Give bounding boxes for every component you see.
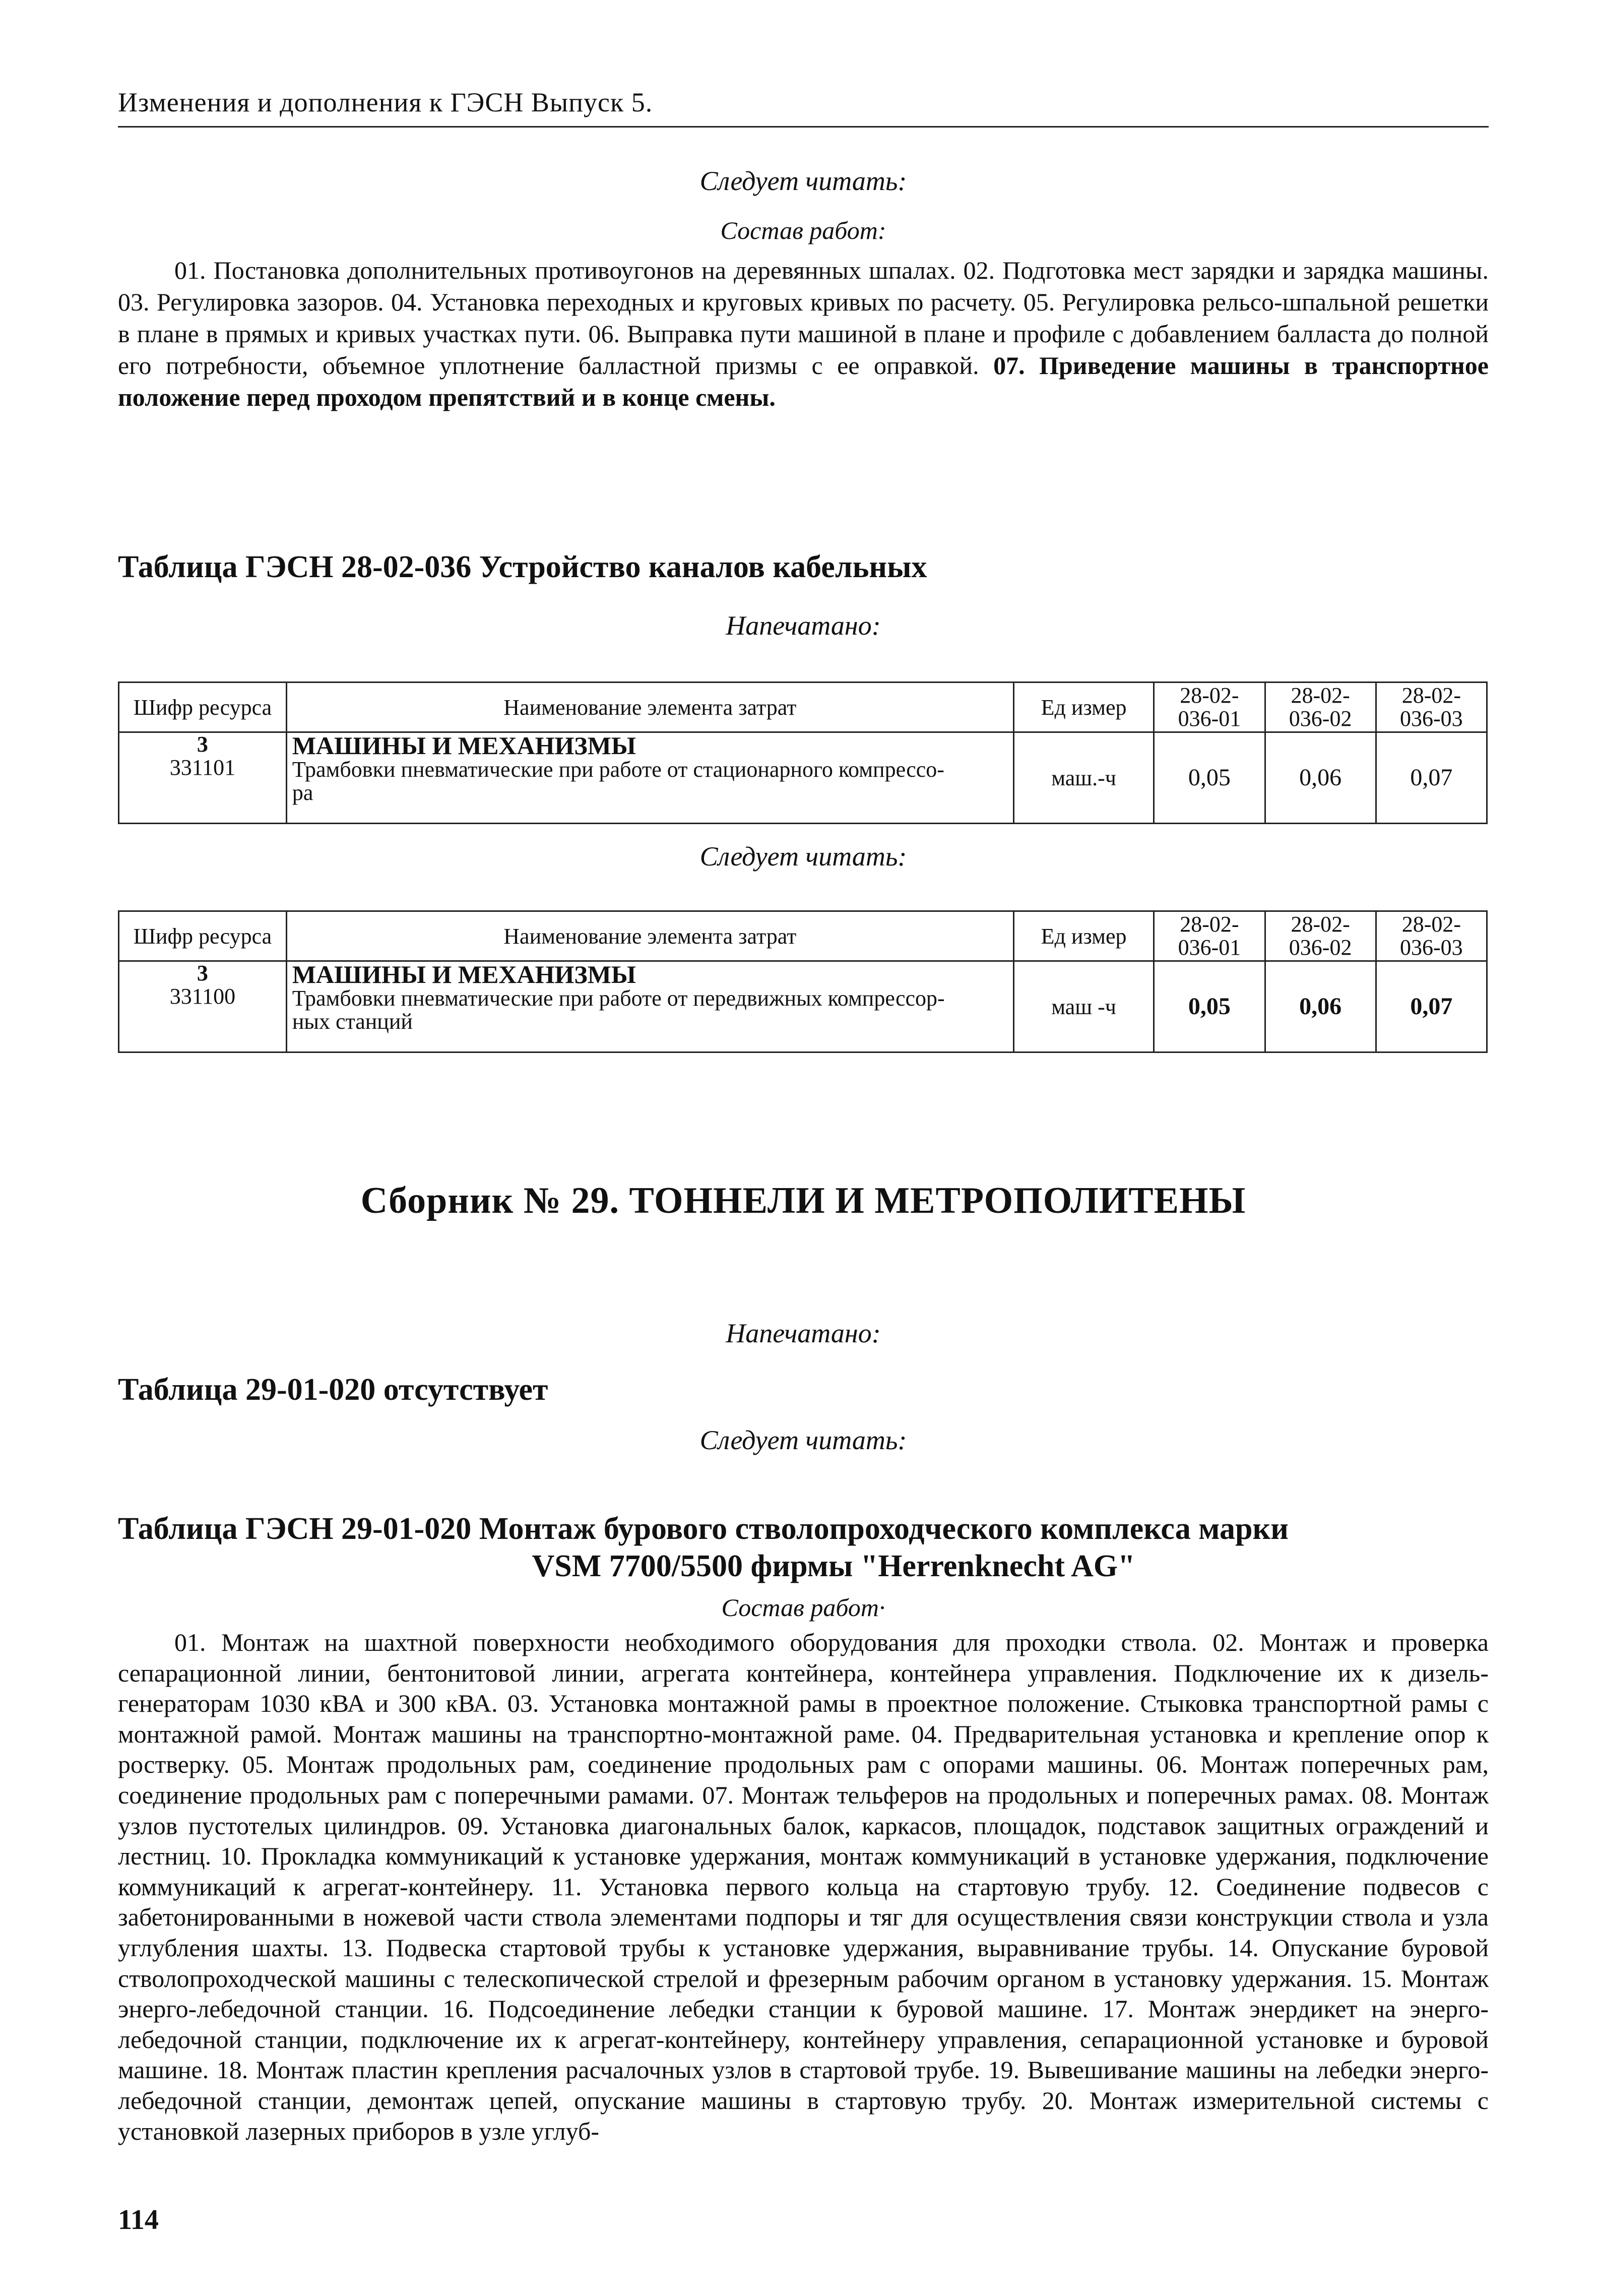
header-rule [118,126,1489,128]
header-name: Наименование элемента затрат [286,682,1013,732]
composition-paragraph [118,255,1489,413]
row-unit: маш -ч [1013,961,1154,1052]
header-col-1 [1154,911,1265,961]
table-header-row [119,911,1487,961]
row-group-title: МАШИНЫ И МЕХАНИЗМЫ [292,960,636,988]
header-col-1-line-2: 036-01 [1178,935,1241,960]
header-col-3-line-1: 28-02- [1401,912,1461,937]
row-group-title: МАШИНЫ И МЕХАНИЗМЫ [292,731,636,760]
collection-title: Сборник № 29. ТОННЕЛИ И МЕТРОПОЛИТЕНЫ [360,1180,1246,1221]
page-number: 114 [118,2204,159,2236]
corrected-resource-table [118,910,1488,1053]
row-unit: маш.-ч [1013,732,1154,824]
row-value-1: 0,05 [1154,961,1265,1052]
table-heading-28-02-036: Таблица ГЭСН 28-02-036 Устройство каналов кабельных [118,550,927,584]
table-header-row [119,682,1487,732]
table-row [119,961,1487,1052]
row-name-line-2: ных станций [292,1009,413,1034]
header-col-2-line-1: 28-02- [1291,912,1350,937]
header-col-2 [1265,682,1376,732]
composition-text: 01. Постановка дополнительных противоугонов на деревянных шпалах. 02. Подготовка мест зарядки и зарядка машины. 03. Регулировка зазоров. 04. Установка переходных и круговых кривых по расчету. 05. Регулировка рельсо-шпальной решетки в плане в прямых и кривых участках пути. 06. Выправка пути машиной в плане и профиле с добавлением балласта до полной его потребности, объемное уплотнение балластной призмы с ее оправкой. [118,256,1489,380]
composition-label-2: Состав работ· [721,1593,885,1622]
header-unit: Ед измер [1013,911,1154,961]
table-row [119,732,1487,824]
header-col-3-line-2: 036-03 [1400,935,1463,960]
row-name [286,732,1013,824]
header-col-1-line-1: 28-02- [1180,683,1239,708]
header-col-2-line-2: 036-02 [1289,935,1352,960]
row-name [286,961,1013,1052]
row-code [119,961,287,1052]
row-name-line-2: ра [292,780,313,805]
header-col-3-line-2: 036-03 [1400,706,1463,731]
header-col-3-line-1: 28-02- [1401,683,1461,708]
header-name: Наименование элемента затрат [286,911,1013,961]
should-read-label-3: Следует читать: [699,1425,907,1455]
row-code-group: 3 [197,732,208,757]
row-value-3: 0,07 [1376,961,1487,1052]
header-code: Шифр ресурса [119,911,287,961]
row-code-value: 331100 [169,984,236,1009]
header-unit: Ед измер [1013,682,1154,732]
composition-text-bold: 07. Приведение машины в транспортное положение перед проходом препятствий и в конце смены. [118,351,1489,411]
should-read-label: Следует читать: [699,166,907,196]
header-code: Шифр ресурса [119,682,287,732]
header-col-3 [1376,682,1487,732]
row-code-value: 331101 [169,755,236,780]
header-col-2 [1265,911,1376,961]
row-value-3: 0,07 [1376,732,1487,824]
row-value-2: 0,06 [1265,732,1376,824]
row-value-2: 0,06 [1265,961,1376,1052]
table-heading-line-1: Таблица ГЭСН 29-01-020 Монтаж бурового стволопроходческого комплекса марки [118,1512,1289,1546]
header-col-2-line-1: 28-02- [1291,683,1350,708]
row-code-group: 3 [197,961,208,985]
printed-label-2: Напечатано: [726,1318,881,1348]
composition-paragraph-2: 01. Монтаж на шахтной поверхности необходимого оборудования для проходки ствола. 02. Монтаж и проверка сепарационной линии, бентонитовой линии, агрегата контейнера, контейнера управления. Подключение их к дизель-генераторам 1030 кВА и 300 кВА. 03. Установка монтажной рамы в проектное положение. Стыковка транспортной рамы с монтажной рамой. Монтаж машины на транспортно-монтажной раме. 04. Предварительная установка и крепление опор к ростверку. 05. Монтаж продольных рам, соединение продольных рам с опорами машины. 06. Монтаж поперечных рам, соединение продольных рам с поперечными рамами. 07. Монтаж тельферов на продольных и поперечных рамах. 08. Монтаж узлов пустотелых цилиндров. 09. Установка диагональных балок, каркасов, площадок, подставок защитных ограждений и лестниц. 10. Прокладка коммуникаций к установке удержания, монтаж коммуникаций в установке удержания, подключение коммуникаций к агрегат-контейнеру. 11. Установка первого кольца на стартовую трубу. 12. Соединение подвесов с забетонированными в ножевой части ствола элементами подпоры и тяг для осуществления связи конструкции ствола и узла углубления шахты. 13. Подвеска стартовой трубы к установке удержания, выравнивание трубы. 14. Опускание буровой стволопроходческой машины с телескопической стрелой и фрезерным рабочим органом в установку удержания. 15. Монтаж энерго-лебедочной станции. 16. Подсоединение лебедки станции к буровой машине. 17. Монтаж энердикет на энерго-лебедочной станции, подключение их к агрегат-контейнеру, контейнеру управления, сепарационной установке и буровой машине. 18. Монтаж пластин крепления расчалочных узлов в стартовой трубе. 19. Вывешивание машины на лебедки энерго-лебедочной станции, демонтаж цепей, опускание машины в стартовую трубу. 20. Монтаж измерительной системы с установкой лазерных приборов в узле углуб- [118,1628,1489,2145]
header-col-1-line-2: 036-01 [1178,706,1241,731]
row-code [119,732,287,824]
row-name-line-1: Трамбовки пневматические при работе от передвижных компрессор- [292,986,945,1011]
row-name-line-1: Трамбовки пневматические при работе от стационарного компрессо- [292,757,944,782]
printed-label: Напечатано: [726,610,881,641]
running-header: Изменения и дополнения к ГЭСН Выпуск 5. [118,87,653,117]
table-heading-line-2: VSM 7700/5500 фирмы "Herrenknecht AG" [532,1549,1135,1583]
header-col-1-line-1: 28-02- [1180,912,1239,937]
header-col-2-line-2: 036-02 [1289,706,1352,731]
printed-resource-table [118,681,1488,824]
header-col-1 [1154,682,1265,732]
row-value-1: 0,05 [1154,732,1265,824]
should-read-label-2: Следует читать: [699,841,907,872]
table-heading-29-01-020 [118,1510,1489,1585]
composition-label: Состав работ: [720,216,886,244]
header-col-3 [1376,911,1487,961]
missing-table-heading: Таблица 29-01-020 отсутствует [118,1373,548,1407]
